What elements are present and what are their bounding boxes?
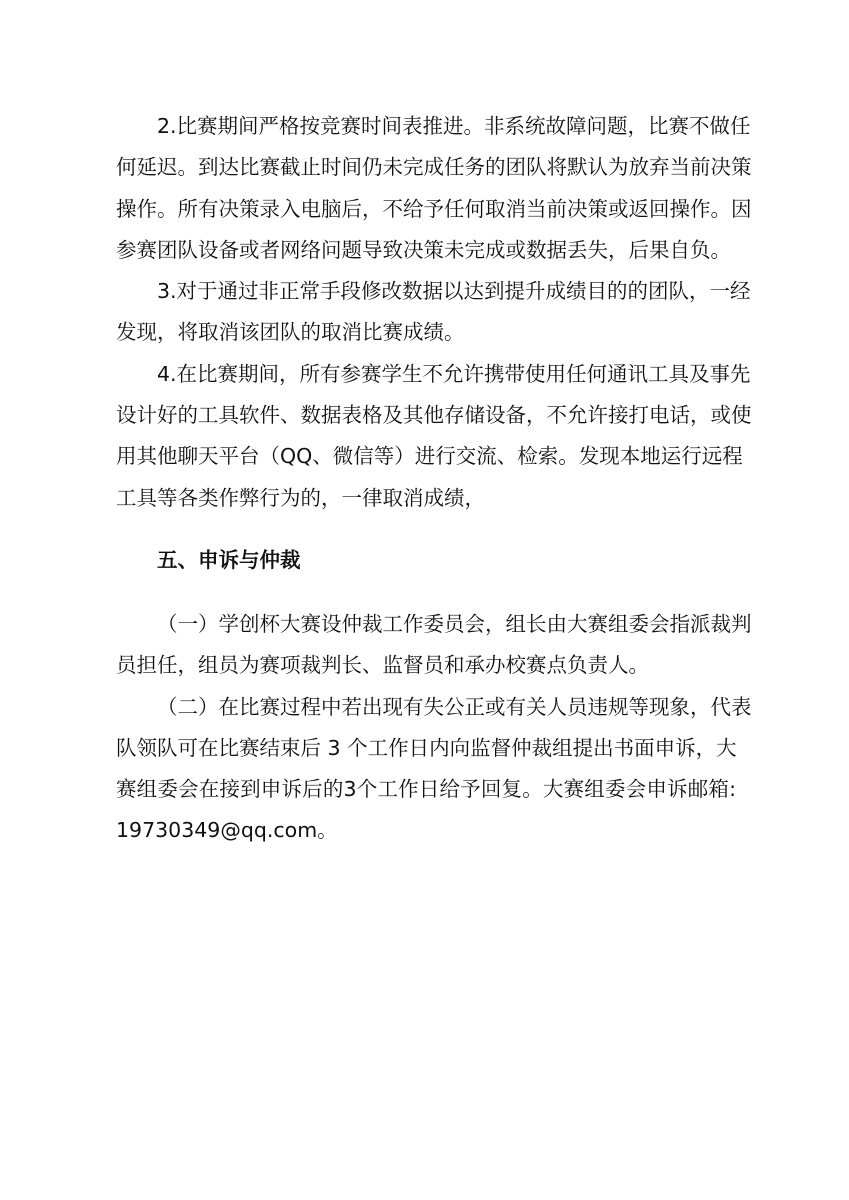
text-line: 工具等各类作弊行为的，一律取消成绩， <box>116 485 485 510</box>
paragraph-rule-2 <box>116 106 752 271</box>
text-line: 发现，将取消该团队的取消比赛成绩。 <box>116 320 465 345</box>
appeal-email: 19730349@qq.com。 <box>116 818 338 843</box>
text-line: 用其他聊天平台（QQ、微信等）进行交流、检索。发现本地运行远程 <box>116 444 743 469</box>
text-line: 队领队可在比赛结束后 3 个工作日内向监督仲裁组提出书面申诉，大 <box>116 735 737 760</box>
paragraph-rule-4 <box>116 354 752 519</box>
text-line: 2.比赛期间严格按竞赛时间表推进。非系统故障问题，比赛不做任 <box>157 114 751 138</box>
text-line: （二）在比赛过程中若出现有失公正或有关人员违规等现象，代表 <box>157 694 752 719</box>
text-line: 设计好的工具软件、数据表格及其他存储设备，不允许接打电话，或使 <box>116 403 752 428</box>
paragraph-appeal-2 <box>116 687 752 852</box>
paragraph-rule-3 <box>116 271 751 354</box>
text-line: 赛组委会在接到申诉后的3个工作日给予回复。大赛组委会申诉邮箱: <box>116 777 736 802</box>
text-line: 4.在比赛期间，所有参赛学生不允许携带使用任何通讯工具及事先 <box>157 361 751 386</box>
text-line: 3.对于通过非正常手段修改数据以达到提升成绩目的的团队，一经 <box>157 279 751 304</box>
text-line: 员担任，组员为赛项裁判长、监督员和承办校赛点负责人。 <box>116 653 649 678</box>
text-line: 参赛团队设备或者网络问题导致决策未完成或数据丢失，后果自负。 <box>116 237 731 262</box>
paragraph-appeal-1 <box>116 604 752 687</box>
text-line: 何延迟。到达比赛截止时间仍未完成任务的团队将默认为放弃当前决策 <box>116 155 752 180</box>
rules-section <box>116 106 752 519</box>
section-heading: 五、申诉与仲裁 <box>157 548 301 572</box>
appeal-section <box>116 604 752 852</box>
text-line: （一）学创杯大赛设仲裁工作委员会，组长由大赛组委会指派裁判 <box>157 612 752 636</box>
text-line: 操作。所有决策录入电脑后，不给予任何取消当前决策或返回操作。因 <box>116 196 752 221</box>
